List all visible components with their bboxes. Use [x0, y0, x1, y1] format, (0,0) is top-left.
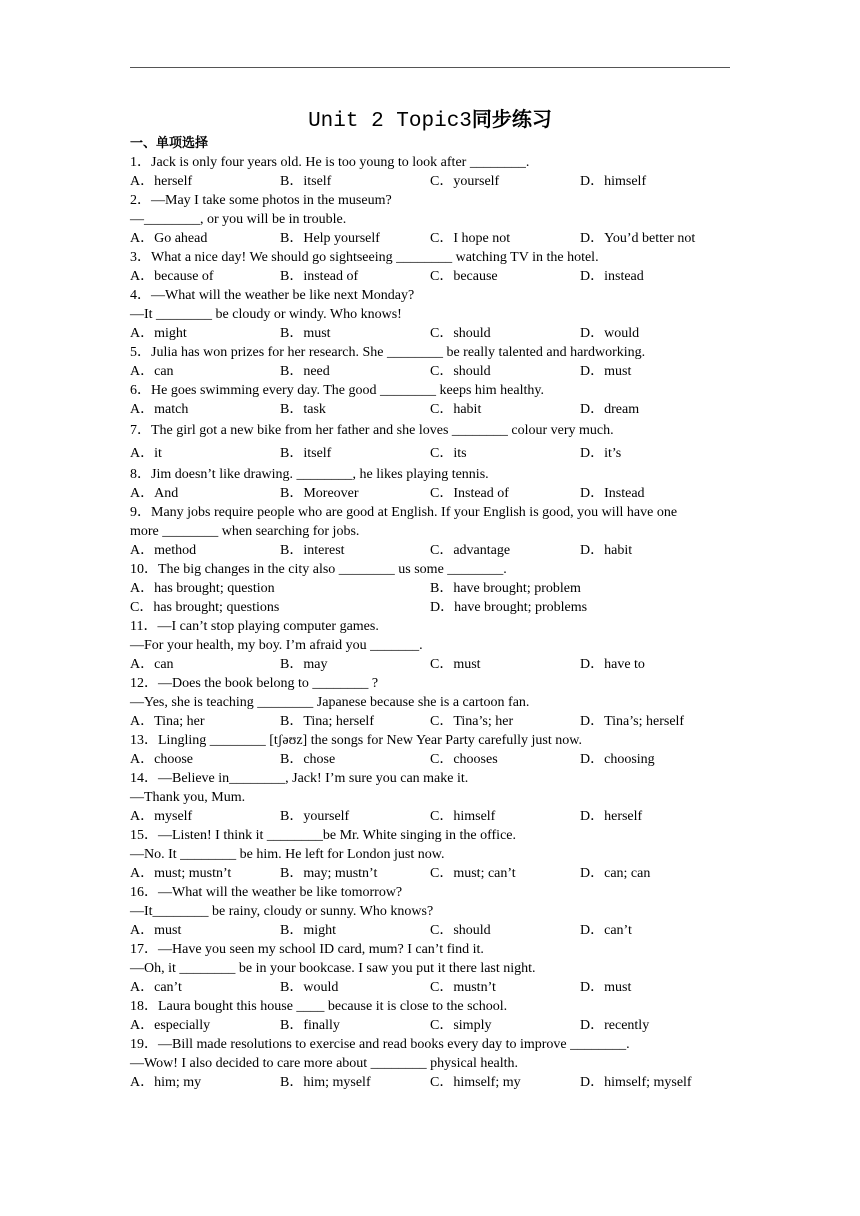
question-18-options-row — [130, 1016, 730, 1035]
question-15-stem-line: —No. It ________ be him. He left for London just now. — [130, 847, 445, 862]
question-10-options-row — [130, 598, 730, 617]
question-4-option-c: C．should — [430, 326, 491, 341]
question-1-stem-line: 1．Jack is only four years old. He is too young to look after ________. — [130, 155, 530, 170]
question-1-options-row — [130, 172, 730, 191]
question-10-stem-line: 10．The big changes in the city also ________ us some ________. — [130, 562, 507, 577]
question-3-option-b: B．instead of — [280, 269, 359, 284]
question-18-option-d: D．recently — [580, 1018, 650, 1033]
question-6-option-d: D．dream — [580, 402, 640, 417]
question-6-stem-line: 6．He goes swimming every day. The good ________ keeps him healthy. — [130, 383, 544, 398]
question-2-stem-line: 2．—May I take some photos in the museum? — [130, 193, 392, 208]
question-2-option-b: B．Help yourself — [280, 231, 380, 246]
question-9-stem-line: 9．Many jobs require people who are good at English. If your English is good, you will have one — [130, 505, 678, 520]
question-8-option-b: B．Moreover — [280, 486, 359, 501]
question-6-option-a: A．match — [130, 402, 189, 417]
question-12-option-b: B．Tina; herself — [280, 714, 374, 729]
question-7-option-c: C．its — [430, 446, 467, 461]
question-15-options-row — [130, 864, 730, 883]
question-4-stem-line: —It ________ be cloudy or windy. Who knows! — [130, 307, 402, 322]
question-18-option-a: A．especially — [130, 1018, 211, 1033]
question-19-stem-line: —Wow! I also decided to care more about ________ physical health. — [130, 1056, 519, 1071]
question-5-options-row — [130, 362, 730, 381]
question-4-options-row — [130, 324, 730, 343]
question-11-options-row — [130, 655, 730, 674]
question-18-option-b: B．finally — [280, 1018, 340, 1033]
question-1-option-b: B．itself — [280, 174, 332, 189]
question-19-option-d: D．himself; myself — [580, 1075, 692, 1090]
question-7-option-b: B．itself — [280, 446, 332, 461]
question-13-stem-line: 13．Lingling ________ [tʃəʊz] the songs for New Year Party carefully just now. — [130, 733, 582, 748]
question-8-option-a: A．And — [130, 486, 179, 501]
question-18-stem-line: 18．Laura bought this house ____ because it is close to the school. — [130, 999, 508, 1014]
question-1-option-d: D．himself — [580, 174, 647, 189]
question-7-option-a: A．it — [130, 446, 162, 461]
question-13-option-b: B．chose — [280, 752, 336, 767]
page-title — [0, 105, 860, 136]
question-1-option-a: A．herself — [130, 174, 193, 189]
question-14-stem-line: 14．—Believe in________, Jack! I’m sure you can make it. — [130, 771, 469, 786]
question-12-stem-line: 12．—Does the book belong to ________ ? — [130, 676, 379, 691]
question-15-option-b: B．may; mustn’t — [280, 866, 378, 881]
question-5-option-a: A．can — [130, 364, 174, 379]
question-8-option-d: D．Instead — [580, 486, 645, 501]
question-2-option-c: C．I hope not — [430, 231, 511, 246]
question-5-stem-line: 5．Julia has won prizes for her research. She ________ be really talented and hardworking. — [130, 345, 646, 360]
question-8-option-c: C．Instead of — [430, 486, 509, 501]
question-17-stem-line: 17．—Have you seen my school ID card, mum? I can’t find it. — [130, 942, 484, 957]
question-4-stem-line: 4．—What will the weather be like next Monday? — [130, 288, 415, 303]
question-6-option-b: B．task — [280, 402, 326, 417]
question-12-option-c: C．Tina’s; her — [430, 714, 514, 729]
section-heading: 一、单项选择 — [130, 136, 209, 151]
question-11-stem-line: —For your health, my boy. I’m afraid you _______. — [130, 638, 423, 653]
question-9-option-a: A．method — [130, 543, 197, 558]
question-9-option-b: B．interest — [280, 543, 345, 558]
question-3-options-row — [130, 267, 730, 286]
question-11-option-c: C．must — [430, 657, 481, 672]
worksheet-body — [130, 134, 730, 1092]
question-10-option-a: A．has brought; question — [130, 581, 275, 596]
question-19-option-b: B．him; myself — [280, 1075, 371, 1090]
question-6-options-row — [130, 400, 730, 419]
question-15-option-a: A．must; mustn’t — [130, 866, 232, 881]
question-15-option-d: D．can; can — [580, 866, 651, 881]
question-3-option-a: A．because of — [130, 269, 214, 284]
question-15-stem-line: 15．—Listen! I think it ________be Mr. White singing in the office. — [130, 828, 516, 843]
question-19-stem-line: 19．—Bill made resolutions to exercise and read books every day to improve ________. — [130, 1037, 630, 1052]
question-5-option-c: C．should — [430, 364, 491, 379]
question-11-option-b: B．may — [280, 657, 328, 672]
question-10-options-row — [130, 579, 730, 598]
question-14-option-a: A．myself — [130, 809, 193, 824]
question-11-option-a: A．can — [130, 657, 174, 672]
question-12-option-a: A．Tina; her — [130, 714, 205, 729]
question-14-stem-line: —Thank you, Mum. — [130, 790, 246, 805]
header-rule — [130, 67, 730, 68]
question-9-option-d: D．habit — [580, 543, 633, 558]
question-17-option-a: A．can’t — [130, 980, 182, 995]
question-6-option-c: C．habit — [430, 402, 482, 417]
question-19-options-row — [130, 1073, 730, 1092]
question-13-option-c: C．chooses — [430, 752, 498, 767]
question-1-option-c: C．yourself — [430, 174, 500, 189]
question-15-option-c: C．must; can’t — [430, 866, 516, 881]
question-13-options-row — [130, 750, 730, 769]
question-19-option-c: C．himself; my — [430, 1075, 521, 1090]
question-2-option-a: A．Go ahead — [130, 231, 208, 246]
question-12-option-d: D．Tina’s; herself — [580, 714, 685, 729]
question-14-option-d: D．herself — [580, 809, 643, 824]
question-16-option-a: A．must — [130, 923, 182, 938]
question-17-options-row — [130, 978, 730, 997]
question-11-stem-line: 11．—I can’t stop playing computer games. — [130, 619, 379, 634]
question-4-option-d: D．would — [580, 326, 640, 341]
question-7-options-row — [130, 442, 730, 465]
question-5-option-d: D．must — [580, 364, 632, 379]
question-17-option-d: D．must — [580, 980, 632, 995]
question-14-option-b: B．yourself — [280, 809, 350, 824]
question-16-stem-line: 16．—What will the weather be like tomorrow? — [130, 885, 403, 900]
title-cjk: 同步练习 — [471, 107, 552, 131]
question-16-stem-line: —It________ be rainy, cloudy or sunny. Who knows? — [130, 904, 434, 919]
question-10-option-d: D．have brought; problems — [430, 600, 588, 615]
question-8-options-row — [130, 484, 730, 503]
question-12-stem-line: —Yes, she is teaching ________ Japanese because she is a cartoon fan. — [130, 695, 530, 710]
question-13-option-d: D．choosing — [580, 752, 655, 767]
question-18-option-c: C．simply — [430, 1018, 492, 1033]
question-7-option-d: D．it’s — [580, 446, 622, 461]
question-4-option-a: A．might — [130, 326, 187, 341]
question-13-option-a: A．choose — [130, 752, 193, 767]
question-3-option-c: C．because — [430, 269, 498, 284]
question-17-option-c: C．mustn’t — [430, 980, 496, 995]
question-10-option-c: C．has brought; questions — [130, 600, 280, 615]
question-19-option-a: A．him; my — [130, 1075, 202, 1090]
question-11-option-d: D．have to — [580, 657, 645, 672]
question-16-option-c: C．should — [430, 923, 491, 938]
question-4-option-b: B．must — [280, 326, 331, 341]
question-9-options-row — [130, 541, 730, 560]
question-2-stem-line: —________, or you will be in trouble. — [130, 212, 347, 227]
question-9-stem-line: more ________ when searching for jobs. — [130, 524, 360, 539]
question-5-option-b: B．need — [280, 364, 330, 379]
title-latin: Unit 2 Topic3 — [308, 110, 472, 133]
question-14-options-row — [130, 807, 730, 826]
question-2-options-row — [130, 229, 730, 248]
question-16-option-b: B．might — [280, 923, 337, 938]
question-8-stem-line: 8．Jim doesn’t like drawing. ________, he likes playing tennis. — [130, 467, 489, 482]
question-16-option-d: D．can’t — [580, 923, 632, 938]
question-17-stem-line: —Oh, it ________ be in your bookcase. I saw you put it there last night. — [130, 961, 536, 976]
question-7-stem-line: 7．The girl got a new bike from her father and she loves ________ colour very much. — [130, 423, 614, 438]
question-14-option-c: C．himself — [430, 809, 496, 824]
question-10-option-b: B．have brought; problem — [430, 581, 581, 596]
question-12-options-row — [130, 712, 730, 731]
question-3-option-d: D．instead — [580, 269, 644, 284]
question-3-stem-line: 3．What a nice day! We should go sightseeing ________ watching TV in the hotel. — [130, 250, 599, 265]
question-9-option-c: C．advantage — [430, 543, 511, 558]
question-2-option-d: D．You’d better not — [580, 231, 696, 246]
question-17-option-b: B．would — [280, 980, 339, 995]
question-16-options-row — [130, 921, 730, 940]
